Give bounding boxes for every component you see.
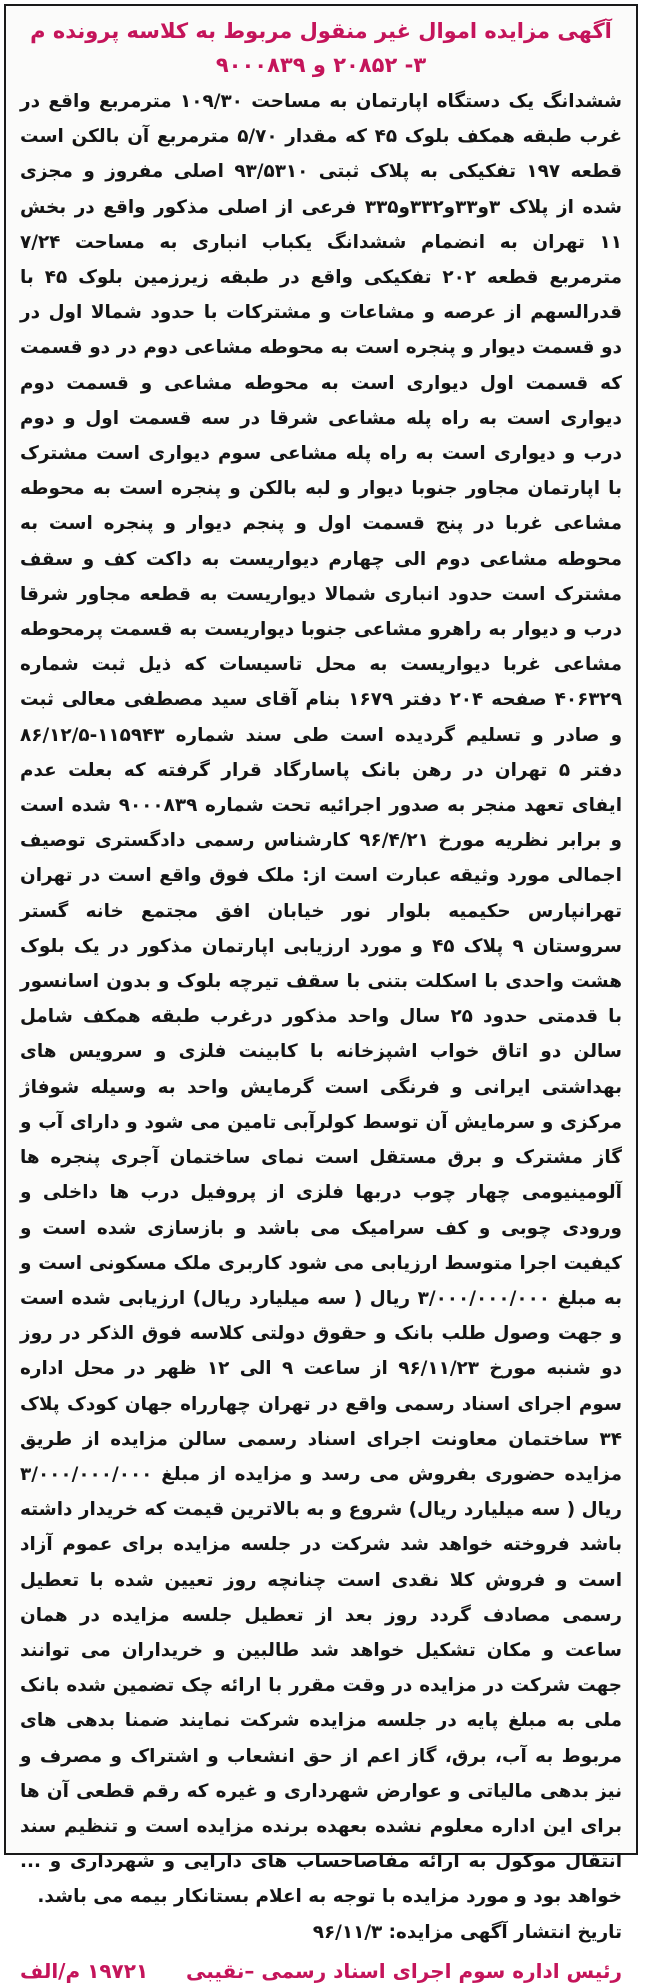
notice-footer <box>20 1954 622 1988</box>
publish-date: تاریخ انتشار آگهی مزایده: ۹۶/۱۱/۳ <box>312 1921 622 1943</box>
notice-title: آگهی مزایده اموال غیر منقول مربوط به کلاسه پرونده م ۳- ۲۰۸۵۲ و ۹۰۰۰۸۳۹ <box>30 19 612 77</box>
notice-body: ششدانگ یک دستگاه اپارتمان به مساحت ۱۰۹/۳۰ مترمربع واقع در غرب طبقه همکف بلوک ۴۵ که مقدار ۵/۷۰ مترمربع آن بالکن است قطعه ۱۹۷ تفکیکی به پلاک ثبتی ۹۳/۵۳۱۰ اصلی مفروز و مجزی شده از پلاک ۳و۳۳و۳۳۲و۳۳۵ فرعی از اصلی مذکور واقع در بخش ۱۱ تهران به انضمام ششدانگ یکباب انباری به مساحت ۷/۲۴ مترمربع قطعه ۲۰۲ تفکیکی واقع در طبقه زیرزمین بلوک ۴۵ با قدرالسهم از عرصه و مشاعات و مشترکات با حدود شمالا اول در دو قسمت دیوار و پنجره است به محوطه مشاعی دوم در دو قسمت که قسمت اول دیواری است به محوطه مشاعی و قسمت دوم دیواری است به راه پله مشاعی شرقا در سه قسمت اول و دوم درب و دیواری است به راه پله مشاعی سوم دیواری است مشترک با اپارتمان مجاور جنوبا دیوار و لبه بالکن و پنجره است به محوطه مشاعی غربا در پنج قسمت اول و پنجم دیوار و پنجره است به محوطه مشاعی دوم الی چهارم دیواریست به داکت کف و سقف مشترک است حدود انباری شمالا دیواریست به قطعه مجاور شرقا درب و دیوار به راهرو مشاعی جنوبا دیواریست به قسمت پرمحوطه مشاعی غربا دیواریست به محل تاسیسات که ذیل ثبت شماره ۴۰۶۳۲۹ صفحه ۲۰۴ دفتر ۱۶۷۹ بنام آقای سید مصطفی معالی ثبت و صادر و تسلیم گردیده است طی سند شماره ۱۱۵۹۴۳-۸۶/۱۲/۵ دفتر ۵ تهران در رهن بانک پاسارگاد قرار گرفته که بعلت عدم ایفای تعهد منجر به صدور اجرائیه تحت شماره ۹۰۰۰۸۳۹ شده است و برابر نظریه مورخ ۹۶/۴/۲۱ کارشناس رسمی دادگستری توصیف اجمالی مورد وثیقه عبارت است از: ملک فوق واقع است در تهران تهرانپارس حکیمیه بلوار نور خیابان افق مجتمع خانه گستر سروستان ۹ پلاک ۴۵ و مورد ارزیابی اپارتمان مذکور در یک بلوک هشت واحدی با اسکلت بتنی با سقف تیرچه بلوک و بدون اسانسور با قدمتی حدود ۲۵ سال واحد مذکور درغرب طبقه همکف شامل سالن دو اتاق خواب اشپزخانه با کابینت فلزی و سرویس های بهداشتی ایرانی و فرنگی است گرمایش واحد به وسیله شوفاژ مرکزی و سرمایش آن توسط کولرآبی تامین می شود و دارای آب و گاز مشترک و برق مستقل است نمای ساختمان آجری پنجره ها آلومینیومی چهار چوب دربها فلزی از پروفیل درب ها داخلی و ورودی چوبی و کف سرامیک می باشد و بازسازی شده است و کیفیت اجرا متوسط ارزیابی می شود کاربری ملک مسکونی است و به مبلغ ۳/۰۰۰/۰۰۰/۰۰۰ ریال ( سه میلیارد ریال) ارزیابی شده است و جهت وصول طلب بانک و حقوق دولتی کلاسه فوق الذکر در روز دو شنبه مورخ ۹۶/۱۱/۲۳ از ساعت ۹ الی ۱۲ ظهر در محل اداره سوم اجرای اسناد رسمی واقع در تهران چهارراه جهان کودک پلاک ۳۴ ساختمان معاونت اجرای اسناد رسمی سالن مزایده از طریق مزایده حضوری بفروش می رسد و مزایده از مبلغ ۳/۰۰۰/۰۰۰/۰۰۰ ریال ( سه میلیارد ریال) شروع و به بالاترین قیمت که خریدار داشته باشد فروخته خواهد شد شرکت در جلسه مزایده برای عموم آزاد است و فروش کلا نقدی است چنانچه روز تعیین شده با تعطیل رسمی مصادف گردد روز بعد از تعطیل جلسه مزایده در همان ساعت و مکان تشکیل خواهد شد طالبین و خریداران می توانند جهت شرکت در مزایده در وقت مقرر با ارائه چک تضمین شده بانک ملی به مبلغ پایه در جلسه مزایده شرکت نمایند ضمنا بدهی های مربوط به آب، برق، گاز اعم از حق انشعاب و اشتراک و مصرف و نیز بدهی مالیاتی و عوارض شهرداری و غیره که رقم قطعی آن ها برای این اداره معلوم نشده بعهده برنده مزایده است و تنظیم سند انتقال موکول به ارائه مفاصاحساب های دارایی و شهرداری و ... خواهد بود و مورد مزایده با توجه به اعلام بستانکار بیمه می باشد. <box>20 91 623 1908</box>
auction-notice <box>4 4 638 1983</box>
signature: رئیس اداره سوم اجرای اسناد رسمی –نقیبی <box>185 1958 622 1983</box>
reference-code: ۱۹۷۲۱ م/الف <box>20 1958 149 1983</box>
